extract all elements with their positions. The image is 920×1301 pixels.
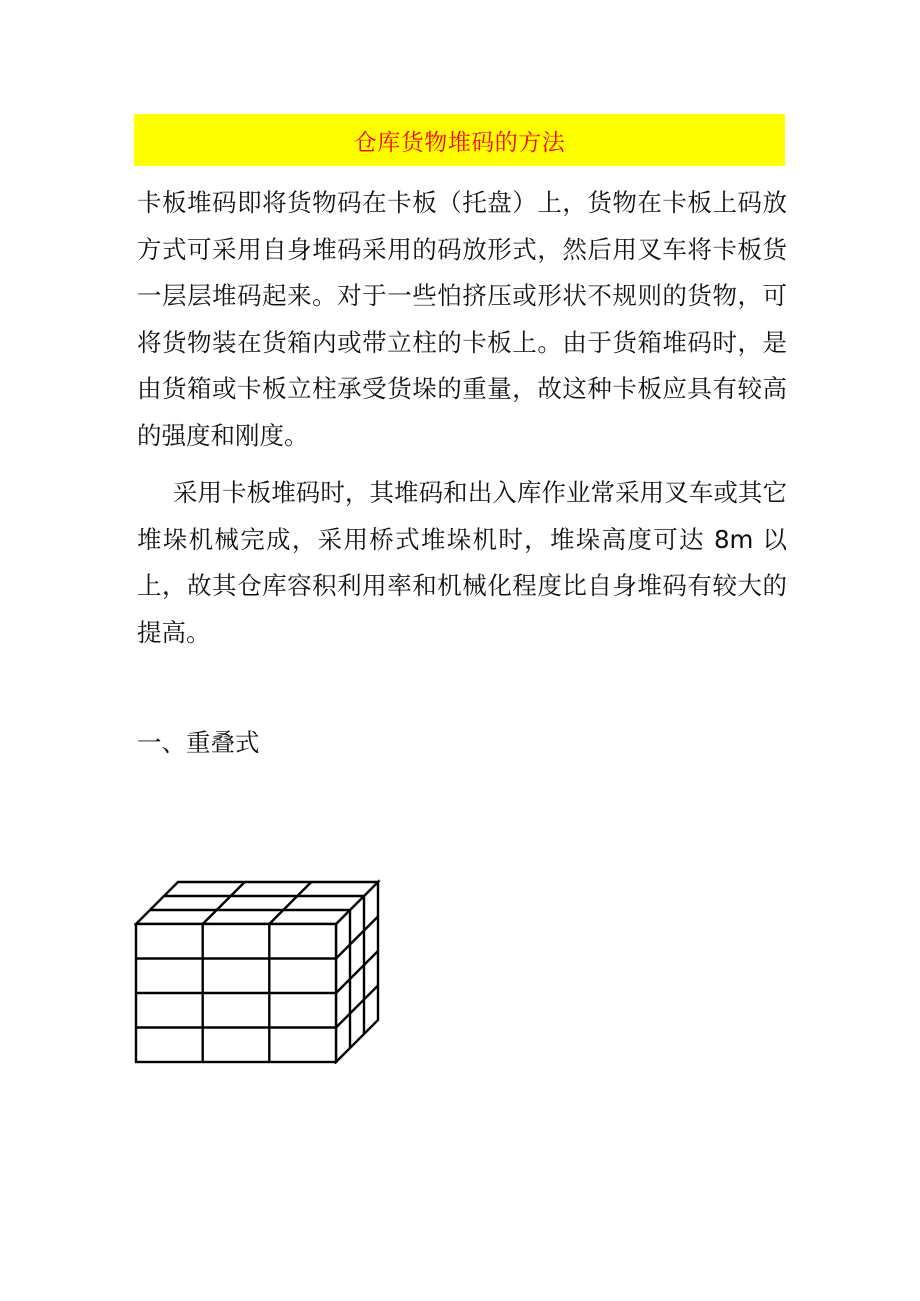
title-banner <box>134 114 785 166</box>
paragraph-forklift-stacking: 采用卡板堆码时，其堆码和出入库作业常采用叉车或其它堆垛机械完成，采用桥式堆垛机时，堆垛高度可达 8m 以上，故其仓库容积利用率和机械化程度比自身堆码有较大的提高。 <box>137 478 787 647</box>
section-heading-overlap: 一、重叠式 <box>137 728 260 757</box>
overlap-stacking-diagram <box>134 878 382 1064</box>
stack-top-face <box>136 882 378 924</box>
document-title: 仓库货物堆码的方法 <box>353 129 566 156</box>
paragraph-pallet-stacking: 卡板堆码即将货物码在卡板（托盘）上，货物在卡板上码放方式可采用自身堆码采用的码放形式，然后用叉车将卡板货一层层堆码起来。对于一些怕挤压或形状不规则的货物，可将货物装在货箱内或带立柱的卡板上。由于货箱堆码时，是由货箱或卡板立柱承受货垛的重量，故这种卡板应具有较高的强度和刚度。 <box>137 188 787 450</box>
